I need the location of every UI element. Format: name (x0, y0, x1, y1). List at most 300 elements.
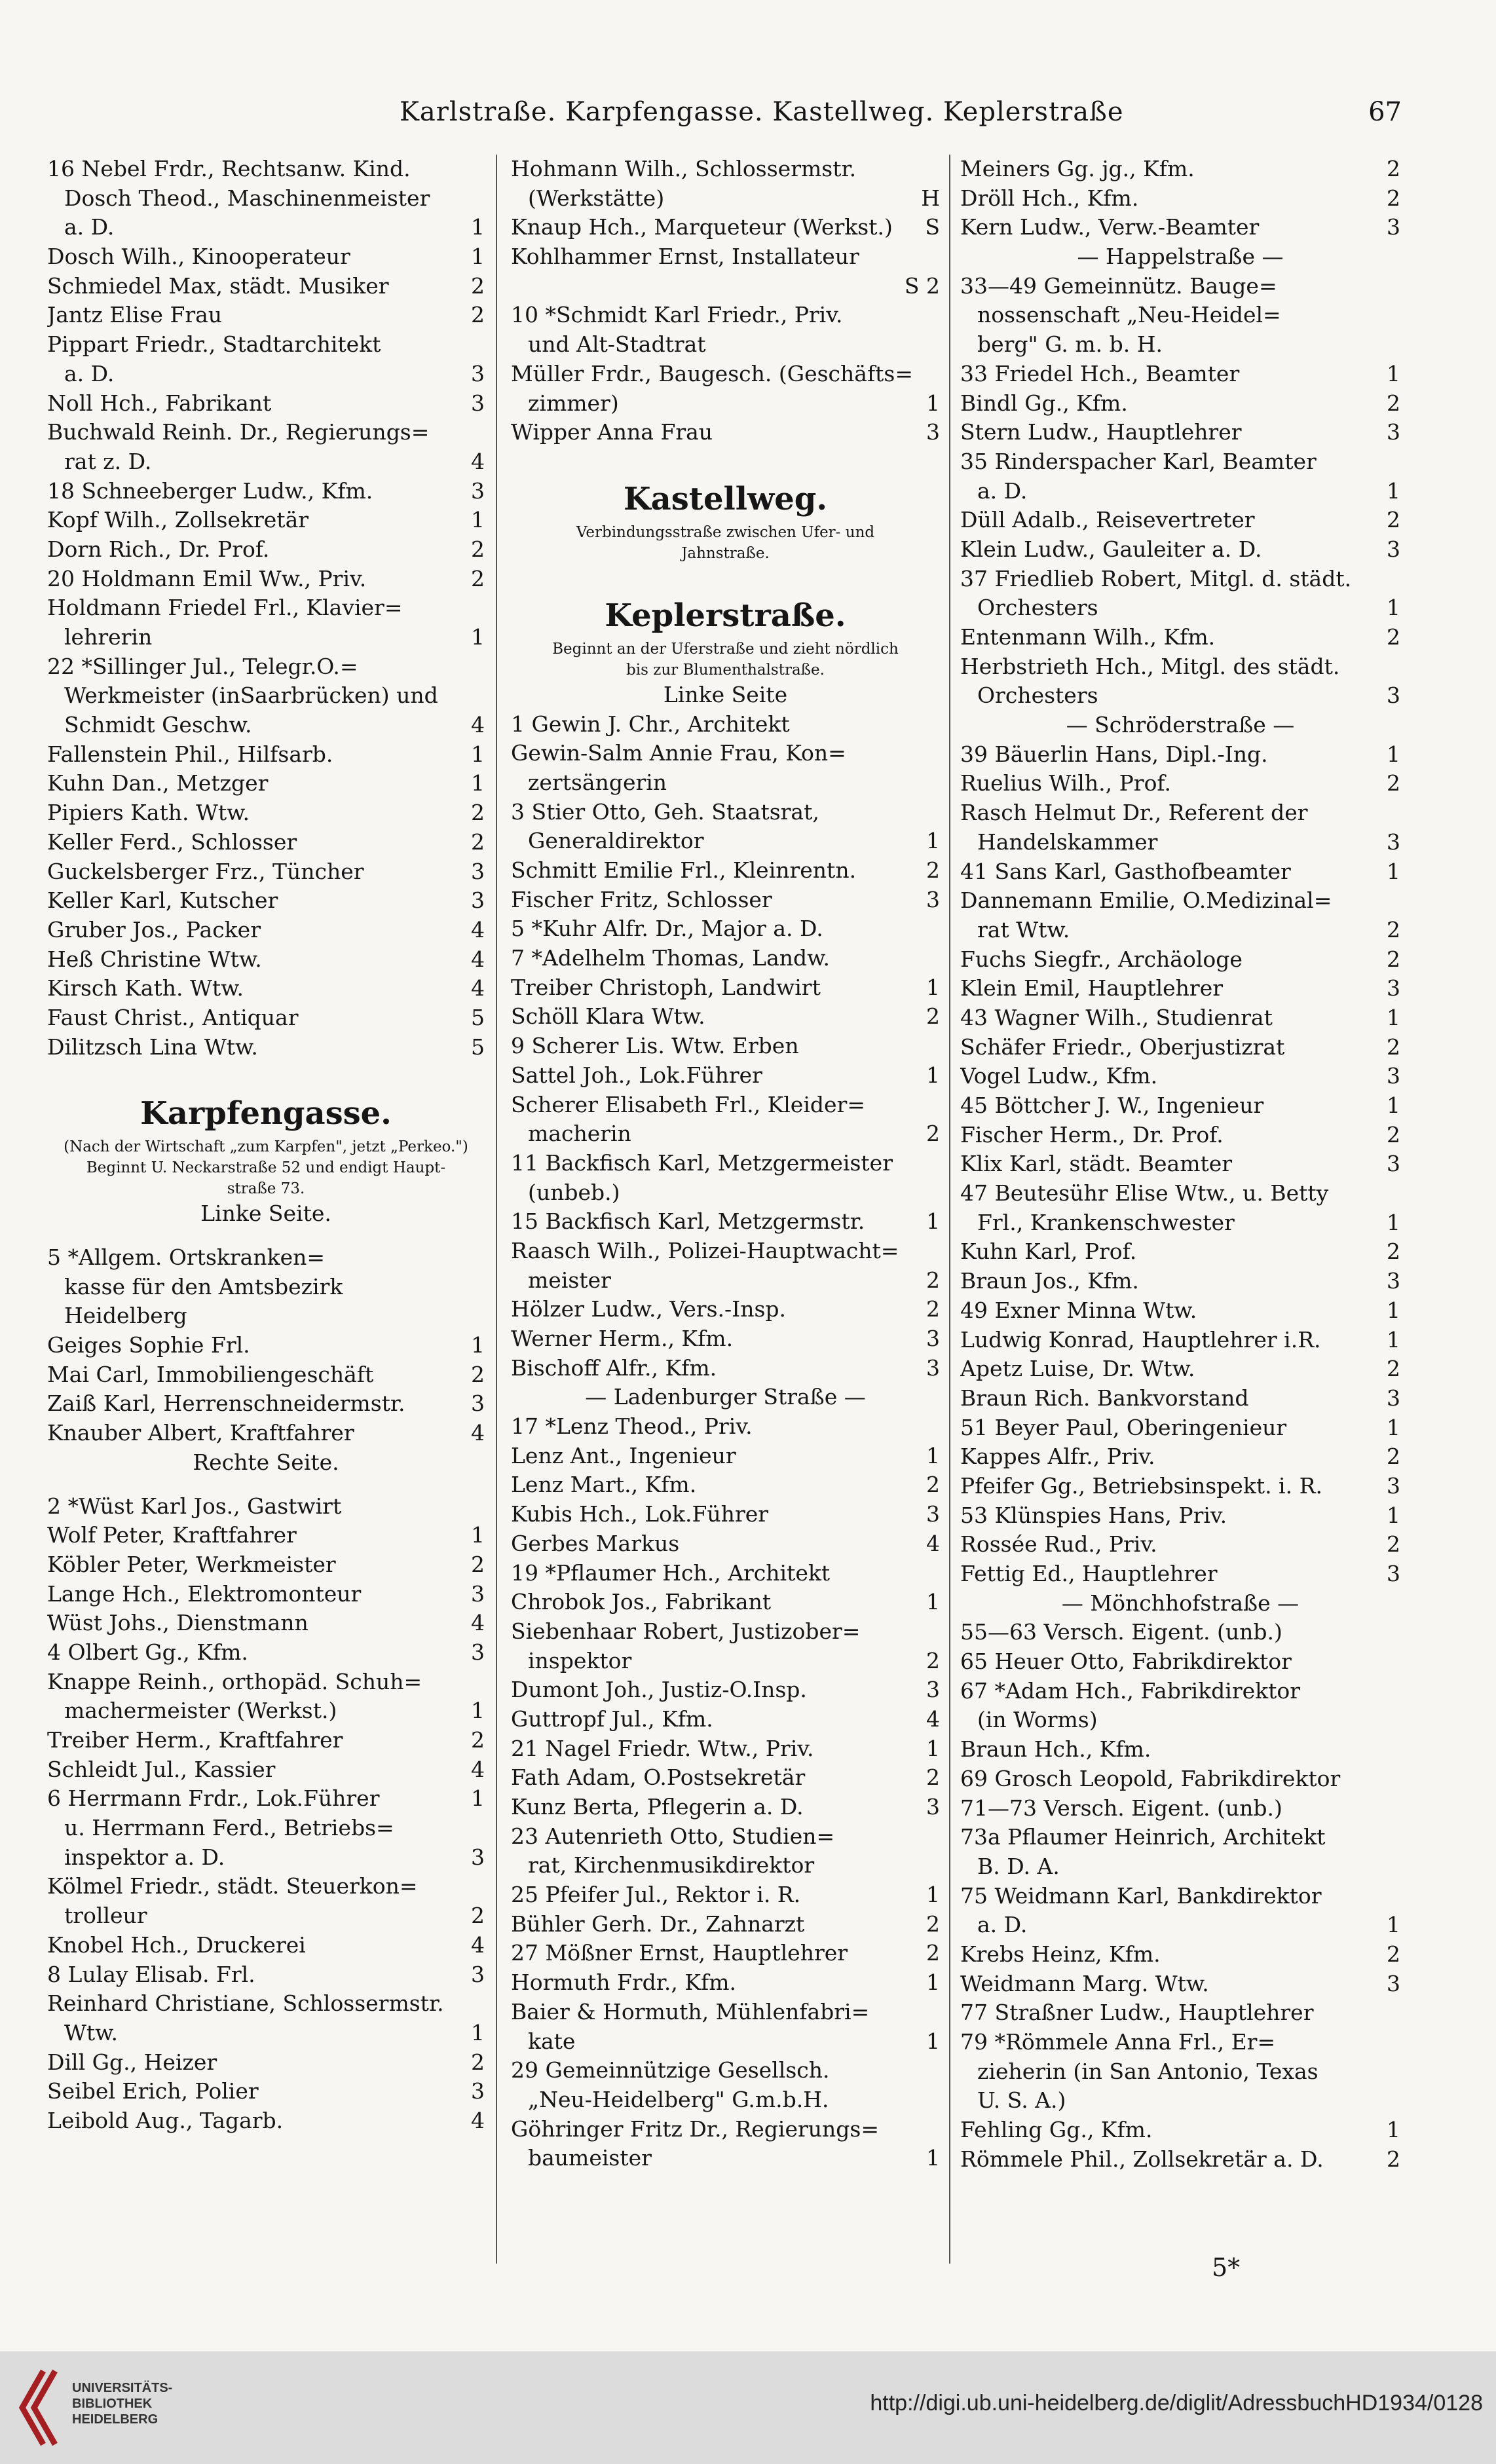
entry-text: (in Worms) (977, 1707, 1098, 1733)
directory-entry (47, 360, 485, 389)
entry-text: Wipper Anna Frau (511, 419, 713, 445)
entry-text: Buchwald Reinh. Dr., Regierungs= (47, 419, 430, 445)
directory-entry (511, 1500, 940, 1529)
directory-entry (47, 1609, 485, 1638)
entry-text: Keller Karl, Kutscher (47, 887, 278, 914)
entry-text: Faust Christ., Antiquar (47, 1004, 299, 1030)
entry-text: Frl., Krankenschwester (977, 1209, 1235, 1235)
section-label: — Happelstraße — (1077, 244, 1284, 270)
street-description: Jahnstraße. (681, 544, 770, 562)
floor-number: 4 (471, 448, 485, 474)
spacer (511, 564, 940, 578)
directory-entry (47, 1492, 485, 1521)
entry-text: 35 Rinderspacher Karl, Beamter (960, 448, 1317, 474)
entry-text: Dill Gg., Heizer (47, 2049, 217, 2075)
floor-number: 2 (1387, 390, 1400, 416)
entry-text: Knobel Hch., Druckerei (47, 1932, 306, 1958)
entry-text: Knauber Albert, Kraftfahrer (47, 1420, 354, 1446)
directory-entry (960, 1179, 1400, 1208)
directory-entry (511, 1675, 940, 1705)
entry-text: zertsängerin (528, 769, 667, 795)
floor-number: 3 (1387, 1472, 1400, 1499)
directory-entry (47, 1331, 485, 1360)
entry-text: Raasch Wilh., Polizei-Hauptwacht= (511, 1237, 899, 1263)
entry-text: 1 Gewin J. Chr., Architekt (511, 711, 790, 737)
directory-entry (511, 1588, 940, 1617)
entry-text: macherin (528, 1121, 631, 1147)
entry-text: Heidelberg (64, 1303, 187, 1329)
directory-entry (960, 857, 1400, 887)
directory-entry (511, 914, 940, 944)
entry-text: Rossée Rud., Priv. (960, 1531, 1157, 1558)
entry-text: Dilitzsch Lina Wtw. (47, 1034, 258, 1060)
section-label: Rechte Seite. (193, 1449, 339, 1475)
entry-text: machermeister (Werkst.) (64, 1698, 337, 1724)
floor-number: 2 (1387, 2146, 1400, 2172)
entry-text: Schleidt Jul., Kassier (47, 1756, 276, 1782)
directory-entry (511, 389, 940, 419)
entry-text: Werner Herm., Kfm. (511, 1326, 734, 1351)
directory-entry (511, 1998, 940, 2027)
directory-entry (47, 1668, 485, 1697)
street-heading: Karpfengasse. (140, 1095, 392, 1132)
directory-entry (47, 1580, 485, 1609)
directory-entry (47, 798, 485, 828)
entry-text: 7 *Adelhelm Thomas, Landw. (511, 945, 830, 971)
entry-text: 3 Stier Otto, Geh. Staatsrat, (511, 798, 819, 825)
directory-entry (511, 1324, 940, 1354)
directory-entry (960, 330, 1400, 360)
directory-entry (960, 1618, 1400, 1647)
directory-entry (960, 1208, 1400, 1238)
floor-number: 5 (471, 1034, 485, 1060)
directory-entry (960, 1911, 1400, 1940)
floor-number: 1 (471, 1522, 485, 1548)
directory-entry (960, 155, 1400, 184)
entry-text: a. D. (64, 214, 115, 240)
floor-number: 1 (926, 1442, 940, 1468)
floor-number: 1 (471, 770, 485, 796)
entry-text: Weidmann Marg. Wtw. (960, 1970, 1209, 1996)
entry-text: Bühler Gerh. Dr., Zahnarzt (511, 1911, 805, 1937)
entry-text: Dumont Joh., Justiz-O.Insp. (511, 1677, 807, 1703)
floor-number: 2 (926, 1267, 940, 1293)
entry-text: Dosch Wilh., Kinooperateur (47, 244, 350, 270)
floor-number: 4 (471, 1756, 485, 1782)
directory-entry (47, 213, 485, 242)
floor-number: 2 (471, 1903, 485, 1929)
entry-text: Keller Ferd., Schlosser (47, 829, 297, 855)
street-description: straße 73. (227, 1180, 305, 1198)
entry-text: Wüst Johs., Dienstmann (47, 1610, 309, 1636)
floor-number: 1 (1387, 1004, 1400, 1030)
floor-number: 4 (471, 975, 485, 1001)
directory-entry (511, 1237, 940, 1266)
page-header (400, 97, 1402, 136)
entry-text: Kubis Hch., Lok.Führer (511, 1501, 769, 1527)
floor-number: 3 (1387, 1151, 1400, 1177)
directory-entry (47, 711, 485, 740)
entry-text (511, 272, 899, 301)
entry-text: Kuhn Dan., Metzger (47, 770, 269, 796)
entry-text: Pipiers Kath. Wtw. (47, 800, 250, 826)
entry-text: Noll Hch., Fabrikant (47, 390, 272, 416)
floor-number: 2 (1387, 507, 1400, 533)
entry-text: 41 Sans Karl, Gasthofbeamter (960, 858, 1291, 884)
directory-entry (960, 1735, 1400, 1764)
floor-number: 4 (926, 1530, 940, 1556)
floor-number: 2 (471, 272, 485, 299)
floor-number: 1 (1387, 1414, 1400, 1440)
directory-entry (960, 593, 1400, 623)
floor-number: 1 (926, 2145, 940, 2171)
entry-text: rat z. D. (64, 448, 152, 474)
floor-number: 3 (1387, 536, 1400, 562)
floor-number: 3 (1387, 1385, 1400, 1411)
entry-text: Fehling Gg., Kfm. (960, 2117, 1153, 2143)
entry-text: Fettig Ed., Hauptlehrer (960, 1561, 1218, 1586)
floor-number: 2 (1387, 156, 1400, 181)
floor-number: 1 (926, 1735, 940, 1761)
directory-entry (960, 1149, 1400, 1179)
street-heading: Keplerstraße. (605, 597, 846, 634)
floor-number: 1 (926, 828, 940, 854)
entry-text: Fath Adam, O.Postsekretär (511, 1764, 806, 1791)
entry-text: Hormuth Frdr., Kfm. (511, 1969, 737, 1996)
directory-entry (47, 2077, 485, 2106)
directory-entry (511, 2027, 940, 2057)
directory-entry (511, 1822, 940, 1852)
entry-text: 51 Beyer Paul, Oberingenieur (960, 1414, 1287, 1440)
entry-text: 5 *Kuhr Alfr. Dr., Major a. D. (511, 916, 823, 942)
library-logo-icon (17, 2366, 63, 2450)
directory-entry (511, 272, 940, 301)
floor-number: 3 (1387, 1063, 1400, 1089)
entry-text: Fischer Fritz, Schlosser (511, 886, 772, 912)
floor-number: 2 (1387, 1941, 1400, 1967)
entry-text: Wolf Peter, Kraftfahrer (47, 1522, 297, 1548)
entry-text: 73a Pflaumer Heinrich, Architekt (960, 1824, 1326, 1850)
directory-entry (960, 1033, 1400, 1062)
entry-text: Köbler Peter, Werkmeister (47, 1551, 336, 1577)
floor-number: 3 (471, 1844, 485, 1870)
entry-text: und Alt-Stadtrat (528, 331, 706, 358)
directory-entry (960, 1823, 1400, 1852)
entry-text: 25 Pfeifer Jul., Rektor i. R. (511, 1882, 801, 1908)
directory-entry (511, 242, 940, 272)
entry-text: Meiners Gg. jg., Kfm. (960, 156, 1195, 181)
entry-text: Fuchs Siegfr., Archäologe (960, 946, 1243, 972)
floor-number: 3 (926, 419, 940, 445)
column-divider (949, 155, 950, 2264)
directory-entry (47, 2048, 485, 2078)
directory-entry (960, 1501, 1400, 1531)
floor-number: 3 (471, 1639, 485, 1665)
directory-entry (511, 2144, 940, 2173)
floor-number: 1 (471, 507, 485, 533)
directory-entry (511, 856, 940, 886)
floor-number: 3 (471, 477, 485, 504)
floor-number: 2 (1387, 1121, 1400, 1148)
entry-text: 21 Nagel Friedr. Wtw., Priv. (511, 1735, 814, 1761)
directory-entry (511, 1910, 940, 1939)
directory-entry (511, 1529, 940, 1559)
directory-entry (960, 447, 1400, 477)
directory-entry (47, 1872, 485, 1901)
directory-entry (511, 1032, 940, 1061)
entry-text: Braun Hch., Kfm. (960, 1736, 1151, 1763)
floor-number: 3 (471, 1391, 485, 1417)
directory-entry (960, 1940, 1400, 1969)
floor-number: 2 (926, 857, 940, 883)
entry-text: zieherin (in San Antonio, Texas (977, 2058, 1318, 2084)
directory-entry (47, 681, 485, 711)
directory-entry (511, 1851, 940, 1880)
floor-number: 2 (1387, 770, 1400, 796)
floor-number: 1 (926, 1589, 940, 1615)
directory-entry (511, 944, 940, 973)
directory-entry (47, 1960, 485, 1990)
library-name (72, 2380, 172, 2427)
entry-text: Orchesters (977, 682, 1098, 709)
entry-text: Hohmann Wilh., Schlossermstr. (511, 156, 857, 181)
entry-text: Klein Emil, Hauptlehrer (960, 975, 1224, 1001)
spacer (511, 462, 940, 476)
directory-entry (47, 1989, 485, 2019)
directory-entry (47, 1273, 485, 1302)
floor-number: 2 (471, 1551, 485, 1577)
floor-number: 1 (1387, 1326, 1400, 1353)
entry-text: 49 Exner Minna Wtw. (960, 1297, 1197, 1323)
directory-entry (960, 1267, 1400, 1296)
floor-number: 3 (1387, 682, 1400, 709)
floor-number: 3 (926, 1794, 940, 1820)
entry-text: Braun Jos., Kfm. (960, 1268, 1139, 1294)
entry-text: Göhringer Fritz Dr., Regierungs= (511, 2116, 879, 2142)
entry-text: Apetz Luise, Dr. Wtw. (960, 1356, 1195, 1382)
floor-number: 3 (1387, 214, 1400, 240)
entry-text: 15 Backfisch Karl, Metzgermstr. (511, 1208, 865, 1235)
floor-number: 2 (471, 565, 485, 591)
entry-text: Hölzer Ludw., Vers.-Insp. (511, 1296, 786, 1322)
entry-text: a. D. (977, 1912, 1028, 1938)
entry-text: Zaiß Karl, Herrenschneidermstr. (47, 1391, 405, 1417)
entry-text: 79 *Römmele Anna Frl., Er= (960, 2029, 1276, 2055)
entry-text: Rasch Helmut Dr., Referent der (960, 800, 1308, 826)
directory-entry (960, 1062, 1400, 1091)
floor-number: 2 (1387, 946, 1400, 972)
directory-entry (47, 1389, 485, 1419)
floor-number: 1 (1387, 1502, 1400, 1528)
entry-text: Guttropf Jul., Kfm. (511, 1706, 713, 1732)
directory-entry (511, 1734, 940, 1764)
entry-text: 37 Friedlieb Robert, Mitgl. d. städt. (960, 565, 1352, 591)
entry-text: Bindl Gg., Kfm. (960, 390, 1128, 416)
floor-number: 2 (471, 829, 485, 855)
directory-entry (511, 1354, 940, 1383)
entry-text: Siebenhaar Robert, Justizober= (511, 1618, 861, 1644)
floor-number: 2 (926, 1003, 940, 1030)
spacer (511, 578, 940, 593)
entry-text: Handelskammer (977, 829, 1158, 855)
entry-text: Kunz Berta, Pflegerin a. D. (511, 1794, 804, 1820)
floor-number: 4 (471, 1420, 485, 1446)
entry-text: Schäfer Friedr., Oberjustizrat (960, 1034, 1285, 1060)
floor-number: 2 (471, 800, 485, 826)
floor-number: 1 (471, 1698, 485, 1724)
directory-entry (47, 886, 485, 916)
entry-text: 67 *Adam Hch., Fabrikdirektor (960, 1677, 1301, 1704)
viewer-footer (0, 2351, 1496, 2464)
entry-text: kate (528, 2028, 576, 2054)
directory-entry (47, 828, 485, 857)
floor-number: 1 (471, 1785, 485, 1812)
floor-number: 1 (926, 2028, 940, 2054)
directory-entry (960, 1882, 1400, 1911)
entry-text: Fischer Herm., Dr. Prof. (960, 1121, 1224, 1148)
directory-entry (47, 1814, 485, 1843)
page-number: 67 (1368, 97, 1402, 127)
entry-text: 4 Olbert Gg., Kfm. (47, 1639, 248, 1665)
floor-number: 1 (926, 1969, 940, 1996)
directory-entry (47, 1521, 485, 1550)
directory-entry (960, 623, 1400, 652)
directory-entry (960, 945, 1400, 975)
directory-entry (960, 1442, 1400, 1472)
directory-entry (47, 301, 485, 330)
floor-number: 1 (1387, 360, 1400, 386)
directory-entry (47, 389, 485, 419)
floor-number: 1 (926, 1208, 940, 1235)
directory-entry (960, 535, 1400, 565)
directory-entry (511, 330, 940, 360)
floor-number: 1 (926, 390, 940, 416)
floor-number: 3 (1387, 1268, 1400, 1294)
floor-number: 3 (1387, 1561, 1400, 1586)
floor-number: 4 (926, 1706, 940, 1732)
directory-entry (511, 710, 940, 739)
directory-entry (960, 301, 1400, 330)
entry-text: Wtw. (64, 2019, 119, 2045)
directory-entry (960, 2086, 1400, 2116)
floor-number: 1 (1387, 1092, 1400, 1118)
directory-entry (47, 623, 485, 652)
directory-entry (47, 477, 485, 506)
floor-number: 2 (471, 1361, 485, 1387)
directory-entry (47, 272, 485, 301)
floor-number: 4 (471, 916, 485, 943)
entry-text: 53 Klünspies Hans, Priv. (960, 1502, 1227, 1528)
street-description: Beginnt an der Uferstraße und zieht nördlich (552, 640, 899, 658)
street-description: (Nach der Wirtschaft „zum Karpfen", jetzt „Perkeo.") (64, 1138, 468, 1156)
directory-entry (511, 1119, 940, 1149)
entry-text: Guckelsberger Frz., Tüncher (47, 858, 364, 884)
floor-number: 2 (471, 2049, 485, 2075)
entry-text: Müller Frdr., Baugesch. (Geschäfts= (511, 360, 914, 386)
entry-text: Treiber Christoph, Landwirt (511, 974, 821, 1000)
entry-text: Herbstrieth Hch., Mitgl. des städt. (960, 653, 1340, 679)
entry-text: Pippart Friedr., Stadtarchitekt (47, 331, 381, 358)
directory-entry (511, 1939, 940, 1968)
entry-text: Römmele Phil., Zollsekretär a. D. (960, 2146, 1324, 2172)
sheet-signature: 5* (1212, 2253, 1241, 2282)
entry-text: 75 Weidmann Karl, Bankdirektor (960, 1882, 1322, 1909)
directory-entry (511, 301, 940, 330)
entry-text: Kern Ludw., Verw.-Beamter (960, 214, 1260, 240)
entry-text: Ruelius Wilh., Prof. (960, 770, 1171, 796)
directory-entry (511, 1091, 940, 1120)
entry-text: 17 *Lenz Theod., Priv. (511, 1413, 753, 1440)
entry-text: kasse für den Amtsbezirk (64, 1273, 343, 1299)
directory-entry (47, 506, 485, 535)
entry-text: 11 Backfisch Karl, Metzgermeister (511, 1149, 893, 1176)
entry-text: 8 Lulay Elisab. Frl. (47, 1961, 255, 1987)
entry-text: Leibold Aug., Tagarb. (47, 2107, 284, 2133)
entry-text: Entenmann Wilh., Kfm. (960, 624, 1216, 650)
directory-entry (511, 1412, 940, 1442)
entry-text: U. S. A.) (977, 2087, 1066, 2114)
entry-text: Baier & Hormuth, Mühlenfabri= (511, 1998, 870, 2025)
directory-entry (960, 1237, 1400, 1267)
directory-entry (960, 389, 1400, 419)
directory-entry (960, 681, 1400, 711)
floor-number: 2 (1387, 624, 1400, 650)
directory-entry (511, 1647, 940, 1676)
floor-number: 2 (1387, 1531, 1400, 1558)
floor-number: 1 (1387, 1912, 1400, 1938)
directory-entry (960, 1326, 1400, 1355)
floor-number: 3 (1387, 1970, 1400, 1996)
entry-text: Vogel Ludw., Kfm. (960, 1063, 1158, 1089)
entry-text: 6 Herrmann Frdr., Lok.Führer (47, 1785, 380, 1812)
entry-text: 2 *Wüst Karl Jos., Gastwirt (47, 1493, 342, 1519)
directory-entry (960, 1091, 1400, 1121)
directory-entry (47, 155, 485, 184)
directory-entry (47, 593, 485, 623)
entry-text: inspektor a. D. (64, 1844, 225, 1870)
floor-number: 2 (926, 1472, 940, 1498)
directory-entry (960, 769, 1400, 798)
floor-number: 1 (1387, 477, 1400, 504)
entry-text: Lenz Ant., Ingenieur (511, 1442, 736, 1468)
entry-text: Kappes Alfr., Priv. (960, 1444, 1155, 1470)
entry-text: a. D. (977, 477, 1028, 504)
floor-number: H (921, 185, 940, 211)
section-label: — Schröderstraße — (1066, 712, 1295, 738)
directory-entry (511, 1266, 940, 1296)
entry-text: u. Herrmann Ferd., Betriebs= (64, 1815, 394, 1841)
directory-entry (960, 2116, 1400, 2145)
directory-entry (47, 1755, 485, 1785)
floor-number: 2 (1387, 1444, 1400, 1470)
directory-entry (47, 1931, 485, 1960)
entry-text: (Werkstätte) (528, 185, 665, 211)
entry-text: 9 Scherer Lis. Wtw. Erben (511, 1033, 799, 1059)
floor-number: 4 (471, 1932, 485, 1958)
directory-entry (511, 1002, 940, 1032)
entry-text: trolleur (64, 1903, 147, 1929)
library-name-line: UNIVERSITÄTS- (72, 2381, 173, 2395)
directory-entry (960, 1413, 1400, 1443)
source-url-link[interactable]: http://digi.ub.uni-heidelberg.de/diglit/AdressbuchHD1934/0128 (870, 2391, 1483, 2416)
directory-entry (511, 418, 940, 447)
column-divider (496, 155, 497, 2264)
floor-number: 1 (926, 1882, 940, 1908)
directory-entry (960, 1647, 1400, 1677)
entry-text: zimmer) (528, 390, 619, 416)
floor-number: 3 (471, 887, 485, 914)
floor-number: 3 (471, 360, 485, 386)
